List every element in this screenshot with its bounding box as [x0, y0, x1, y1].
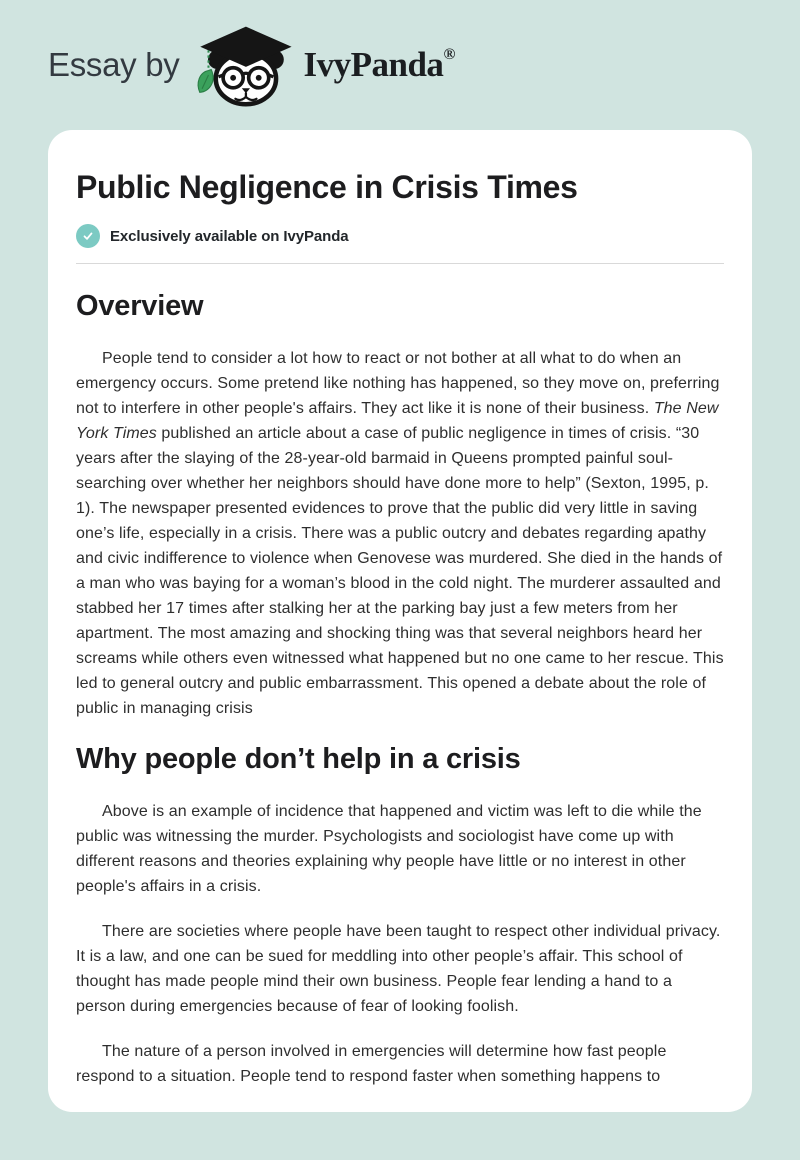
ivypanda-logo-link[interactable] — [194, 23, 456, 107]
overview-paragraph-text-cont: published an article about a case of public negligence in times of crisis. “30 years after the slaying of the 28-year-old barmaid in Queens prompted painful soul-searching over whether her neighbors should have done more to help” (Sexton, 1995, p. 1). The newspaper presented evidences to prove that the public did very little in saving one’s life, especially in a crisis. There was a public outcry and debates regarding apathy and civic indifference to violence when Genovese was murdered. She died in the hands of a man who was baying for a woman’s blood in the cold night. The murderer assaulted and stabbed her 17 times after stalking her at the parking bay just a few meters from her apartment. The most amazing and shocking thing was that several neighbors heard her screams while others even witnessed what happened but no one came to her rescue. This led to general outcry and public embarrassment. This opened a debate about the role of public in managing crisis — [76, 425, 724, 717]
availability-badge — [76, 224, 724, 248]
availability-badge-label: Exclusively available on IvyPanda — [110, 227, 349, 245]
page-title: Public Negligence in Crisis Times — [76, 169, 578, 205]
page-header — [0, 0, 800, 130]
registered-mark: ® — [443, 46, 456, 63]
why-paragraph-1: Above is an example of incidence that happened and victim was left to die while the public was witnessing the murder. Psychologists and sociologist have come up with different reasons and theories explaining why people have little or no interest in other people's affairs in a crisis. — [76, 803, 702, 895]
essay-card — [48, 130, 752, 1112]
why-people-heading: Why people don’t help in a crisis — [76, 743, 521, 775]
overview-paragraph-text: People tend to consider a lot how to react or not bother at all what to do when an emergency occurs. Some pretend like nothing has happened, so they move on, preferring not to interfere in other people's affairs. They act like it is none of their business. — [76, 350, 720, 417]
newspaper-title-italic: The New York Times — [76, 400, 719, 442]
why-paragraph-3: The nature of a person involved in emergencies will determine how fast people respond to a situation. People tend to respond faster when something happens to — [76, 1043, 667, 1085]
essay-by-label: Essay by — [48, 46, 180, 83]
brand-name: IvyPanda — [303, 45, 444, 84]
divider — [76, 263, 724, 264]
check-icon — [76, 224, 100, 248]
overview-heading: Overview — [76, 290, 204, 322]
ivypanda-panda-logo-icon — [194, 23, 304, 107]
why-paragraph-2: There are societies where people have been taught to respect other individual privacy. It is a law, and one can be sued for meddling into other people’s affair. This school of thought has made people mind their own business. People fear lending a hand to a person during emergencies because of fear of looking foolish. — [76, 923, 721, 1015]
overview-paragraph — [76, 346, 724, 721]
